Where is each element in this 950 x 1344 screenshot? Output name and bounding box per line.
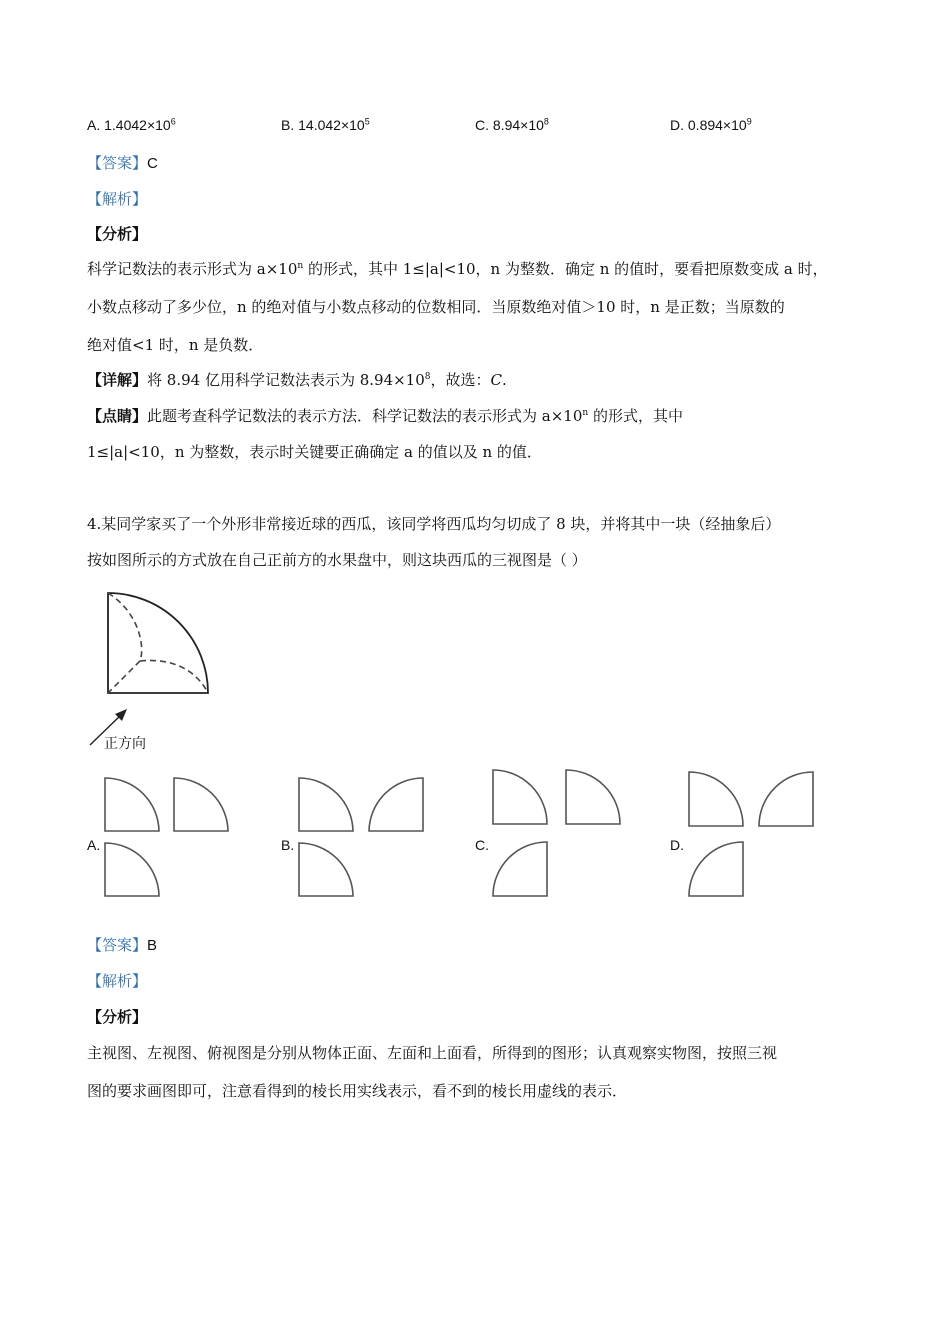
front-view-shape [689,772,743,826]
q3-fenxi-line1 [87,259,828,279]
answer-value: C [147,155,158,172]
q3-fenxi-line2: 小数点移动了多少位，n 的绝对值与小数点移动的位数相同．当原数绝对值＞10 时，n 是正数；当原数的 [87,298,785,316]
q4-stem-line1: 4.某同学家买了一个外形非常接近球的西瓜，该同学将西瓜均匀切成了 8 块，并将其中一块（经抽象后） [87,515,781,533]
answer-value: B [147,937,158,954]
option-letter: C. [475,117,489,133]
q3-answer [87,153,158,174]
exponent: n [297,261,304,271]
option-value: 0.894×10 [687,117,747,133]
q3-analysis-tag: 【解析】 [87,190,148,208]
q3-comment-line1 [87,406,683,426]
option-value: 8.94×10 [492,117,544,133]
text: 将 8.94 亿用科学记数法表示为 8.94×10 [147,371,425,389]
option-c-label: C. [475,837,489,853]
top-view-shape [105,843,159,896]
q4-answer [87,935,157,956]
dashed-edge [140,660,208,693]
option-c [475,117,549,133]
q4-fenxi-line2: 图的要求画图即可，注意看得到的棱长用实线表示，看不到的棱长用虚线的表示． [87,1082,628,1100]
watermelon-figure [85,588,225,748]
text: 的形式，其中 [588,407,683,425]
option-value: 1.4042×10 [104,117,171,133]
q3-fenxi-tag: 【分析】 [87,225,148,243]
q4-fenxi-tag: 【分析】 [87,1008,148,1026]
dashed-edge [108,661,140,693]
option-d-label: D. [670,837,684,853]
top-view-shape [689,842,743,896]
text: 此题考查科学记数法的表示方法．科学记数法的表示形式为 a×10 [147,407,583,425]
option-b-views [294,773,434,903]
top-view-shape [493,842,547,896]
option-letter: D. [670,117,684,133]
text: . [502,371,507,389]
answer-tag: 【答案】 [87,936,148,954]
left-view-shape [174,778,228,831]
q4-fenxi-line1: 主视图、左视图、俯视图是分别从物体正面、左面和上面看，所得到的图形；认真观察实物图，按照三视 [87,1044,778,1062]
exponent: 8 [424,372,431,382]
text: 科学记数法的表示形式为 a×10 [87,260,298,278]
answer-tag: 【答案】 [87,154,148,172]
dashed-edge [108,593,142,661]
left-view-shape [369,778,423,831]
detail-tag: 【详解】 [87,371,148,389]
option-b [281,117,370,133]
comment-tag: 【点睛】 [87,407,148,425]
text: 的形式，其中 1≤|a|<10，n 为整数．确定 n 的值时，要看把原数变成 a 时， [303,260,828,278]
q4-analysis-tag: 【解析】 [87,972,148,990]
q3-detail [87,370,507,390]
option-letter: B. [281,117,295,133]
option-a [87,117,176,133]
option-exponent: 6 [170,116,176,127]
option-d [670,117,752,133]
text: ，故选： [430,371,491,389]
front-view-shape [493,770,547,824]
front-view-shape [299,778,353,831]
option-letter: A. [87,117,101,133]
left-view-shape [566,770,620,824]
option-d-views [685,767,825,902]
text: C [490,371,503,389]
option-b-label: B. [281,837,295,853]
q3-fenxi-line3: 绝对值<1 时，n 是负数． [87,336,264,354]
option-a-label: A. [87,837,101,853]
option-c-views [489,767,629,902]
option-value: 14.042×10 [298,117,365,133]
q4-stem-line2: 按如图所示的方式放在自己正前方的水果盘中，则这块西瓜的三视图是（ ） [87,551,587,569]
top-view-shape [299,843,353,896]
option-exponent: 5 [364,116,370,127]
option-exponent: 8 [543,116,549,127]
option-a-views [100,773,240,903]
front-view-shape [105,778,159,831]
exponent: n [582,408,589,418]
option-exponent: 9 [746,116,752,127]
q3-comment-line2: 1≤|a|<10，n 为整数，表示时关键要正确确定 a 的值以及 n 的值． [87,443,542,461]
figure-caption: 正方向 [104,735,146,751]
left-view-shape [759,772,813,826]
